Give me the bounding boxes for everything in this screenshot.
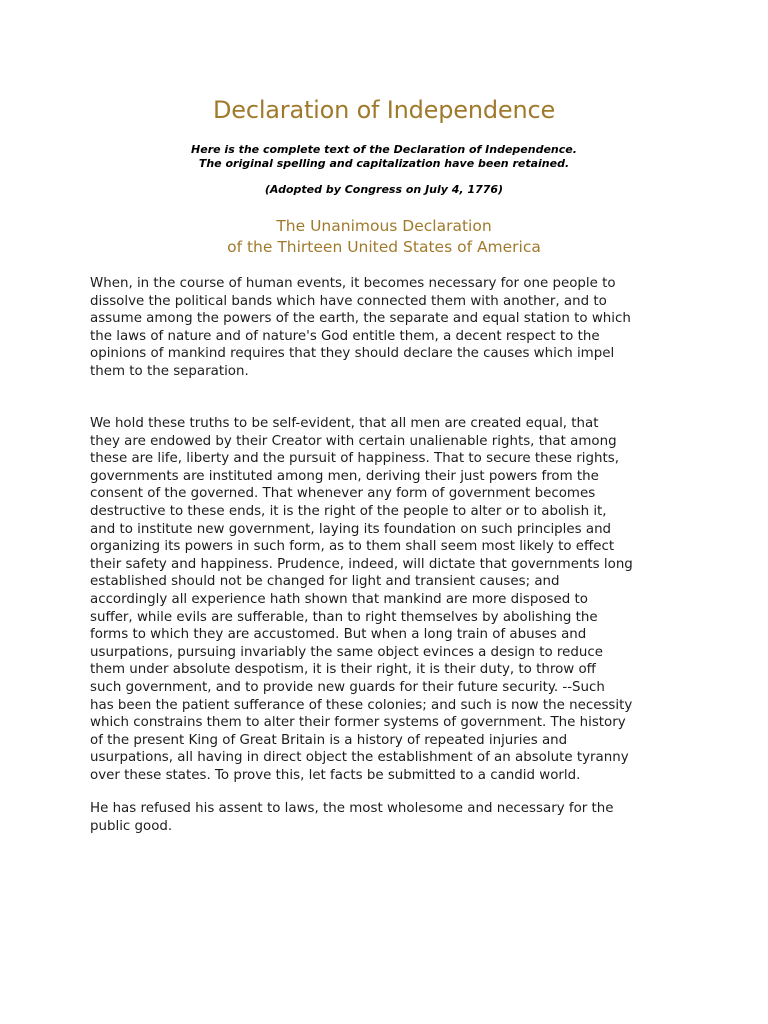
paragraph-grievance-1 xyxy=(90,800,690,835)
adoption-note: (Adopted by Congress on July 4, 1776) xyxy=(264,183,504,196)
paragraph-line: consent of the governed. That whenever any form of government becomes xyxy=(90,486,596,502)
paragraph-truths xyxy=(90,415,690,784)
paragraph-line: dissolve the political bands which have connected them with another, and to xyxy=(90,293,607,309)
subtitle-line: The Unanimous Declaration xyxy=(276,217,492,235)
paragraph-line: the laws of nature and of nature's God entitle them, a decent respect to the xyxy=(90,328,600,344)
paragraph-preamble xyxy=(90,275,690,381)
paragraph-line: them to the separation. xyxy=(90,363,249,379)
declaration-subtitle xyxy=(0,216,768,258)
paragraph-line: assume among the powers of the earth, the separate and equal station to which xyxy=(90,311,631,327)
paragraph-line: opinions of mankind requires that they should declare the causes which impel xyxy=(90,346,615,362)
intro-line: The original spelling and capitalization have been retained. xyxy=(198,157,570,170)
paragraph-line: their safety and happiness. Prudence, indeed, will dictate that governments long xyxy=(90,556,633,572)
paragraph-line: organizing its powers in such form, as to them shall seem most likely to effect xyxy=(90,539,615,555)
paragraph-line: which constrains them to alter their former systems of government. The history xyxy=(90,715,626,731)
paragraph-line: established should not be changed for light and transient causes; and xyxy=(90,574,560,590)
paragraph-line: forms to which they are accustomed. But when a long train of abuses and xyxy=(90,627,587,643)
paragraph-line: these are life, liberty and the pursuit of happiness. That to secure these rights, xyxy=(90,451,620,467)
paragraph-line: them under absolute despotism, it is their right, it is their duty, to throw off xyxy=(90,662,596,678)
paragraph-line: such government, and to provide new guards for their future security. --Such xyxy=(90,679,605,695)
paragraph-line: accordingly all experience hath shown that mankind are more disposed to xyxy=(90,591,588,607)
intro-note xyxy=(0,143,768,171)
paragraph-line: usurpations, all having in direct object the establishment of an absolute tyranny xyxy=(90,750,629,766)
paragraph-line: When, in the course of human events, it becomes necessary for one people to xyxy=(90,276,616,291)
paragraph-line: destructive to these ends, it is the right of the people to alter or to abolish it, xyxy=(90,503,607,519)
paragraph-line: and to institute new government, laying its foundation on such principles and xyxy=(90,521,612,537)
intro-line: Here is the complete text of the Declaration of Independence. xyxy=(191,143,577,156)
paragraph-line: suffer, while evils are sufferable, than to right themselves by abolishing the xyxy=(90,609,598,625)
paragraph-line: over these states. To prove this, let facts be submitted to a candid world. xyxy=(90,767,581,783)
paragraph-line: they are endowed by their Creator with certain unalienable rights, that among xyxy=(90,433,617,449)
paragraph-line: governments are instituted among men, deriving their just powers from the xyxy=(90,468,599,484)
paragraph-line: public good. xyxy=(90,818,173,834)
subtitle-line: of the Thirteen United States of America xyxy=(227,238,541,256)
paragraph-line: usurpations, pursuing invariably the same object evinces a design to reduce xyxy=(90,644,603,660)
paragraph-line: He has refused his assent to laws, the most wholesome and necessary for the xyxy=(90,801,614,816)
paragraph-line: has been the patient sufferance of these colonies; and such is now the necessity xyxy=(90,697,633,713)
paragraph-line: We hold these truths to be self-evident, that all men are created equal, that xyxy=(90,416,599,431)
page-title: Declaration of Independence xyxy=(212,96,556,124)
paragraph-line: of the present King of Great Britain is a history of repeated injuries and xyxy=(90,732,568,748)
